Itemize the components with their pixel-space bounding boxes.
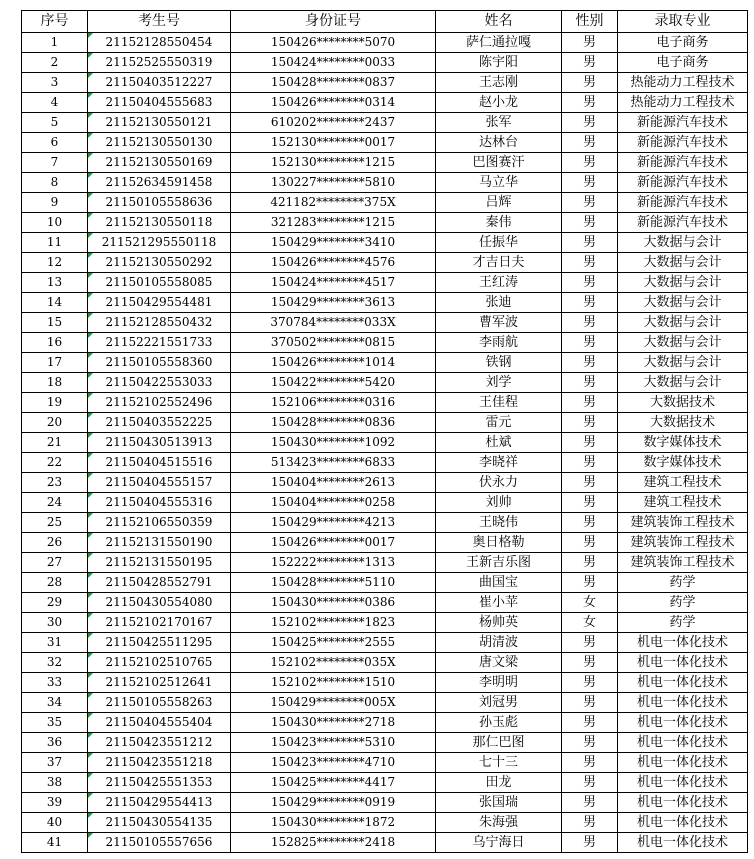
cell-seq[interactable]: 37 [22,753,88,773]
cell-id-number[interactable]: 152130********1215 [231,153,436,173]
table-row [22,833,748,853]
cell-id-number[interactable]: 150425********2555 [231,633,436,653]
table-row [22,353,748,373]
cell-exam-number[interactable]: 21152130550169 [88,153,231,173]
cell-exam-number[interactable]: 21152102510765 [88,653,231,673]
cell-id-number[interactable]: 152222********1313 [231,553,436,573]
cell-gender[interactable]: 男 [562,633,618,653]
header-gender: 性别 [562,11,618,33]
cell-gender[interactable]: 男 [562,713,618,733]
cell-gender[interactable]: 女 [562,593,618,613]
cell-major[interactable]: 机电一体化技术 [618,793,748,813]
cell-name[interactable]: 七十三 [436,753,562,773]
cell-major[interactable]: 电子商务 [618,33,748,53]
cell-id-number[interactable]: 321283********1215 [231,213,436,233]
table-row [22,253,748,273]
cell-major[interactable]: 机电一体化技术 [618,633,748,653]
cell-seq[interactable]: 23 [22,473,88,493]
cell-id-number[interactable]: 150424********4517 [231,273,436,293]
cell-major[interactable]: 机电一体化技术 [618,713,748,733]
cell-name[interactable]: 刘冠男 [436,693,562,713]
cell-gender[interactable]: 男 [562,653,618,673]
cell-exam-number[interactable]: 21150429554481 [88,293,231,313]
cell-major[interactable]: 热能动力工程技术 [618,73,748,93]
table-body [22,33,748,853]
table-row [22,813,748,833]
table-row [22,233,748,253]
table-row [22,593,748,613]
cell-id-number[interactable]: 150423********4710 [231,753,436,773]
cell-seq[interactable]: 17 [22,353,88,373]
cell-id-number[interactable]: 150426********1014 [231,353,436,373]
cell-name[interactable]: 那仁巴图 [436,733,562,753]
cell-major[interactable]: 大数据技术 [618,393,748,413]
cell-seq[interactable]: 28 [22,573,88,593]
cell-gender[interactable]: 女 [562,613,618,633]
cell-gender[interactable]: 男 [562,33,618,53]
cell-exam-number[interactable]: 21150105558085 [88,273,231,293]
cell-seq[interactable]: 2 [22,53,88,73]
cell-gender[interactable]: 男 [562,553,618,573]
table-row [22,473,748,493]
cell-exam-number[interactable]: 21152131550190 [88,533,231,553]
cell-id-number[interactable]: 150430********1092 [231,433,436,453]
cell-name[interactable]: 李明明 [436,673,562,693]
cell-id-number[interactable]: 150430********2718 [231,713,436,733]
cell-name[interactable]: 达林台 [436,133,562,153]
table-row [22,293,748,313]
cell-seq[interactable]: 24 [22,493,88,513]
cell-gender[interactable]: 男 [562,173,618,193]
cell-exam-number[interactable]: 21150430554080 [88,593,231,613]
cell-gender[interactable]: 男 [562,473,618,493]
cell-exam-number[interactable]: 21150105557656 [88,833,231,853]
cell-name[interactable]: 王红涛 [436,273,562,293]
cell-seq[interactable]: 7 [22,153,88,173]
cell-seq[interactable]: 30 [22,613,88,633]
table-row [22,33,748,53]
cell-exam-number[interactable]: 21150404555157 [88,473,231,493]
cell-major[interactable]: 建筑工程技术 [618,473,748,493]
cell-seq[interactable]: 26 [22,533,88,553]
cell-major[interactable]: 建筑装饰工程技术 [618,533,748,553]
cell-seq[interactable]: 20 [22,413,88,433]
cell-seq[interactable]: 11 [22,233,88,253]
cell-seq[interactable]: 22 [22,453,88,473]
cell-exam-number[interactable]: 21150105558636 [88,193,231,213]
cell-id-number[interactable]: 150428********0836 [231,413,436,433]
cell-id-number[interactable]: 150428********0837 [231,73,436,93]
cell-id-number[interactable]: 150430********0386 [231,593,436,613]
cell-major[interactable]: 机电一体化技术 [618,813,748,833]
cell-exam-number[interactable]: 21150428552791 [88,573,231,593]
cell-id-number[interactable]: 150429********3613 [231,293,436,313]
cell-name[interactable]: 吕辉 [436,193,562,213]
cell-seq[interactable]: 36 [22,733,88,753]
header-row [22,11,748,33]
cell-gender[interactable]: 男 [562,573,618,593]
cell-major[interactable]: 新能源汽车技术 [618,133,748,153]
cell-exam-number[interactable]: 21150430513913 [88,433,231,453]
table-row [22,453,748,473]
cell-exam-number[interactable]: 21152106550359 [88,513,231,533]
cell-seq[interactable]: 27 [22,553,88,573]
cell-name[interactable]: 王志刚 [436,73,562,93]
table-row [22,653,748,673]
cell-id-number[interactable]: 150428********5110 [231,573,436,593]
admission-table [21,10,748,853]
cell-gender[interactable]: 男 [562,53,618,73]
header-major: 录取专业 [618,11,748,33]
cell-exam-number[interactable]: 21150404555404 [88,713,231,733]
cell-name[interactable]: 孙玉彪 [436,713,562,733]
table-row [22,433,748,453]
cell-seq[interactable]: 16 [22,333,88,353]
cell-major[interactable]: 电子商务 [618,53,748,73]
cell-seq[interactable]: 18 [22,373,88,393]
cell-exam-number[interactable]: 21150423551218 [88,753,231,773]
cell-name[interactable]: 杨帅英 [436,613,562,633]
cell-gender[interactable]: 男 [562,133,618,153]
cell-id-number[interactable]: 513423********6833 [231,453,436,473]
cell-gender[interactable]: 男 [562,833,618,853]
cell-major[interactable]: 数字媒体技术 [618,453,748,473]
cell-gender[interactable]: 男 [562,93,618,113]
cell-name[interactable]: 伏永力 [436,473,562,493]
cell-name[interactable]: 赵小龙 [436,93,562,113]
cell-id-number[interactable]: 150423********5310 [231,733,436,753]
table-row [22,73,748,93]
header-seq: 序号 [22,11,88,33]
table-row [22,153,748,173]
table-row [22,753,748,773]
cell-id-number[interactable]: 150429********4213 [231,513,436,533]
cell-name[interactable]: 王佳程 [436,393,562,413]
cell-gender[interactable]: 男 [562,353,618,373]
table-row [22,393,748,413]
cell-seq[interactable]: 38 [22,773,88,793]
cell-id-number[interactable]: 130227********5810 [231,173,436,193]
cell-exam-number[interactable]: 21152128550432 [88,313,231,333]
table-row [22,413,748,433]
table-row [22,53,748,73]
cell-name[interactable]: 萨仁通拉嘎 [436,33,562,53]
cell-exam-number[interactable]: 21152525550319 [88,53,231,73]
cell-exam-number[interactable]: 21150430554135 [88,813,231,833]
cell-id-number[interactable]: 150424********0033 [231,53,436,73]
cell-gender[interactable]: 男 [562,493,618,513]
cell-seq[interactable]: 8 [22,173,88,193]
cell-id-number[interactable]: 421182********375X [231,193,436,213]
table-row [22,373,748,393]
cell-name[interactable]: 张迪 [436,293,562,313]
cell-name[interactable]: 王新吉乐图 [436,553,562,573]
table-row [22,333,748,353]
cell-seq[interactable]: 31 [22,633,88,653]
table-row [22,553,748,573]
cell-major[interactable]: 新能源汽车技术 [618,213,748,233]
cell-seq[interactable]: 39 [22,793,88,813]
cell-major[interactable]: 建筑装饰工程技术 [618,553,748,573]
cell-exam-number[interactable]: 21152102552496 [88,393,231,413]
cell-name[interactable]: 秦伟 [436,213,562,233]
cell-seq[interactable]: 14 [22,293,88,313]
cell-name[interactable]: 杜斌 [436,433,562,453]
cell-gender[interactable]: 男 [562,533,618,553]
cell-id-number[interactable]: 152102********1510 [231,673,436,693]
cell-exam-number[interactable]: 21152130550118 [88,213,231,233]
cell-major[interactable]: 机电一体化技术 [618,773,748,793]
table-row [22,793,748,813]
cell-gender[interactable]: 男 [562,733,618,753]
cell-name[interactable]: 任振华 [436,233,562,253]
table-row [22,93,748,113]
cell-id-number[interactable]: 150430********1872 [231,813,436,833]
cell-major[interactable]: 药学 [618,613,748,633]
cell-exam-number[interactable]: 21150105558360 [88,353,231,373]
cell-major[interactable]: 大数据与会计 [618,373,748,393]
cell-gender[interactable]: 男 [562,773,618,793]
cell-major[interactable]: 机电一体化技术 [618,733,748,753]
cell-name[interactable]: 乌宁海日 [436,833,562,853]
cell-major[interactable]: 药学 [618,593,748,613]
cell-seq[interactable]: 15 [22,313,88,333]
cell-major[interactable]: 大数据与会计 [618,333,748,353]
cell-id-number[interactable]: 150426********5070 [231,33,436,53]
cell-id-number[interactable]: 150426********0017 [231,533,436,553]
cell-seq[interactable]: 41 [22,833,88,853]
cell-major[interactable]: 新能源汽车技术 [618,153,748,173]
cell-gender[interactable]: 男 [562,193,618,213]
cell-gender[interactable]: 男 [562,373,618,393]
cell-seq[interactable]: 40 [22,813,88,833]
cell-gender[interactable]: 男 [562,313,618,333]
cell-exam-number[interactable]: 21152102170167 [88,613,231,633]
cell-major[interactable]: 建筑装饰工程技术 [618,513,748,533]
cell-gender[interactable]: 男 [562,233,618,253]
cell-id-number[interactable]: 370784********033X [231,313,436,333]
cell-major[interactable]: 药学 [618,573,748,593]
cell-id-number[interactable]: 150404********2613 [231,473,436,493]
cell-name[interactable]: 胡清波 [436,633,562,653]
cell-major[interactable]: 大数据与会计 [618,233,748,253]
cell-id-number[interactable]: 610202********2437 [231,113,436,133]
cell-seq[interactable]: 25 [22,513,88,533]
cell-gender[interactable]: 男 [562,413,618,433]
cell-exam-number[interactable]: 21150404555683 [88,93,231,113]
cell-id-number[interactable]: 370502********0815 [231,333,436,353]
cell-seq[interactable]: 12 [22,253,88,273]
cell-exam-number[interactable]: 21152221551733 [88,333,231,353]
cell-name[interactable]: 刘学 [436,373,562,393]
cell-major[interactable]: 新能源汽车技术 [618,113,748,133]
cell-seq[interactable]: 34 [22,693,88,713]
cell-major[interactable]: 机电一体化技术 [618,833,748,853]
table-row [22,213,748,233]
cell-seq[interactable]: 35 [22,713,88,733]
cell-id-number[interactable]: 150429********3410 [231,233,436,253]
cell-exam-number[interactable]: 21152130550292 [88,253,231,273]
table-row [22,513,748,533]
table-row [22,193,748,213]
table-row [22,633,748,653]
cell-seq[interactable]: 29 [22,593,88,613]
cell-exam-number[interactable]: 21150105558263 [88,693,231,713]
cell-seq[interactable]: 19 [22,393,88,413]
header-name: 姓名 [436,11,562,33]
header-exam-number: 考生号 [88,11,231,33]
cell-major[interactable]: 大数据与会计 [618,293,748,313]
cell-gender[interactable]: 男 [562,753,618,773]
cell-seq[interactable]: 33 [22,673,88,693]
cell-major[interactable]: 机电一体化技术 [618,673,748,693]
cell-major[interactable]: 建筑工程技术 [618,493,748,513]
cell-name[interactable]: 陈宇阳 [436,53,562,73]
cell-name[interactable]: 李晓祥 [436,453,562,473]
table-row [22,533,748,553]
cell-exam-number[interactable]: 21150425551353 [88,773,231,793]
table-row [22,773,748,793]
cell-seq[interactable]: 6 [22,133,88,153]
cell-name[interactable]: 张国瑞 [436,793,562,813]
cell-exam-number[interactable]: 21150403512227 [88,73,231,93]
cell-exam-number[interactable]: 21150404515516 [88,453,231,473]
cell-exam-number[interactable]: 21150404555316 [88,493,231,513]
cell-name[interactable]: 朱海强 [436,813,562,833]
cell-name[interactable]: 曲国宝 [436,573,562,593]
table-row [22,733,748,753]
cell-exam-number[interactable]: 21152634591458 [88,173,231,193]
table-row [22,313,748,333]
cell-gender[interactable]: 男 [562,693,618,713]
table-row [22,673,748,693]
cell-exam-number[interactable]: 21150429554413 [88,793,231,813]
cell-name[interactable]: 马立华 [436,173,562,193]
cell-seq[interactable]: 1 [22,33,88,53]
cell-id-number[interactable]: 152106********0316 [231,393,436,413]
cell-exam-number[interactable]: 21152131550195 [88,553,231,573]
cell-seq[interactable]: 13 [22,273,88,293]
cell-major[interactable]: 大数据与会计 [618,313,748,333]
cell-gender[interactable]: 男 [562,433,618,453]
table-row [22,713,748,733]
cell-name[interactable]: 刘帅 [436,493,562,513]
cell-gender[interactable]: 男 [562,513,618,533]
cell-name[interactable]: 崔小苹 [436,593,562,613]
cell-id-number[interactable]: 152102********035X [231,653,436,673]
table-row [22,693,748,713]
cell-exam-number[interactable]: 21152130550121 [88,113,231,133]
cell-gender[interactable]: 男 [562,113,618,133]
cell-major[interactable]: 数字媒体技术 [618,433,748,453]
cell-major[interactable]: 新能源汽车技术 [618,173,748,193]
cell-name[interactable]: 雷元 [436,413,562,433]
cell-name[interactable]: 曹军波 [436,313,562,333]
cell-seq[interactable]: 21 [22,433,88,453]
cell-id-number[interactable]: 150425********4417 [231,773,436,793]
cell-id-number[interactable]: 150429********0919 [231,793,436,813]
cell-exam-number[interactable]: 21152102512641 [88,673,231,693]
cell-major[interactable]: 大数据与会计 [618,273,748,293]
cell-gender[interactable]: 男 [562,213,618,233]
cell-name[interactable]: 王晓伟 [436,513,562,533]
cell-id-number[interactable]: 152825********2418 [231,833,436,853]
cell-id-number[interactable]: 152102********1823 [231,613,436,633]
cell-major[interactable]: 大数据与会计 [618,253,748,273]
cell-seq[interactable]: 3 [22,73,88,93]
cell-major[interactable]: 机电一体化技术 [618,753,748,773]
cell-major[interactable]: 机电一体化技术 [618,653,748,673]
cell-name[interactable]: 田龙 [436,773,562,793]
cell-name[interactable]: 张军 [436,113,562,133]
cell-exam-number[interactable]: 21152130550130 [88,133,231,153]
cell-major[interactable]: 大数据与会计 [618,353,748,373]
cell-exam-number[interactable]: 21150403552225 [88,413,231,433]
cell-id-number[interactable]: 152130********0017 [231,133,436,153]
cell-gender[interactable]: 男 [562,253,618,273]
header-id-number: 身份证号 [231,11,436,33]
cell-name[interactable]: 唐文梁 [436,653,562,673]
cell-name[interactable]: 李雨航 [436,333,562,353]
cell-name[interactable]: 巴图赛汗 [436,153,562,173]
cell-exam-number[interactable]: 21150425511295 [88,633,231,653]
cell-name[interactable]: 奥日格勒 [436,533,562,553]
cell-gender[interactable]: 男 [562,73,618,93]
cell-seq[interactable]: 4 [22,93,88,113]
table-row [22,273,748,293]
cell-name[interactable]: 铁钢 [436,353,562,373]
cell-seq[interactable]: 9 [22,193,88,213]
cell-id-number[interactable]: 150422********5420 [231,373,436,393]
table-row [22,613,748,633]
cell-major[interactable]: 机电一体化技术 [618,693,748,713]
cell-id-number[interactable]: 150426********0314 [231,93,436,113]
cell-exam-number[interactable]: 21150422553033 [88,373,231,393]
cell-id-number[interactable]: 150426********4576 [231,253,436,273]
cell-gender[interactable]: 男 [562,293,618,313]
table-row [22,133,748,153]
cell-seq[interactable]: 32 [22,653,88,673]
table-row [22,493,748,513]
cell-gender[interactable]: 男 [562,393,618,413]
cell-gender[interactable]: 男 [562,273,618,293]
cell-seq[interactable]: 10 [22,213,88,233]
cell-gender[interactable]: 男 [562,453,618,473]
cell-gender[interactable]: 男 [562,793,618,813]
cell-major[interactable]: 热能动力工程技术 [618,93,748,113]
cell-gender[interactable]: 男 [562,813,618,833]
table-row [22,173,748,193]
cell-major[interactable]: 大数据技术 [618,413,748,433]
cell-id-number[interactable]: 150404********0258 [231,493,436,513]
table-row [22,113,748,133]
cell-gender[interactable]: 男 [562,673,618,693]
cell-id-number[interactable]: 150429********005X [231,693,436,713]
cell-exam-number[interactable]: 211521295550118 [88,233,231,253]
cell-major[interactable]: 新能源汽车技术 [618,193,748,213]
table-row [22,573,748,593]
cell-seq[interactable]: 5 [22,113,88,133]
cell-exam-number[interactable]: 21152128550454 [88,33,231,53]
cell-exam-number[interactable]: 21150423551212 [88,733,231,753]
cell-name[interactable]: 才吉日夫 [436,253,562,273]
cell-gender[interactable]: 男 [562,153,618,173]
cell-gender[interactable]: 男 [562,333,618,353]
